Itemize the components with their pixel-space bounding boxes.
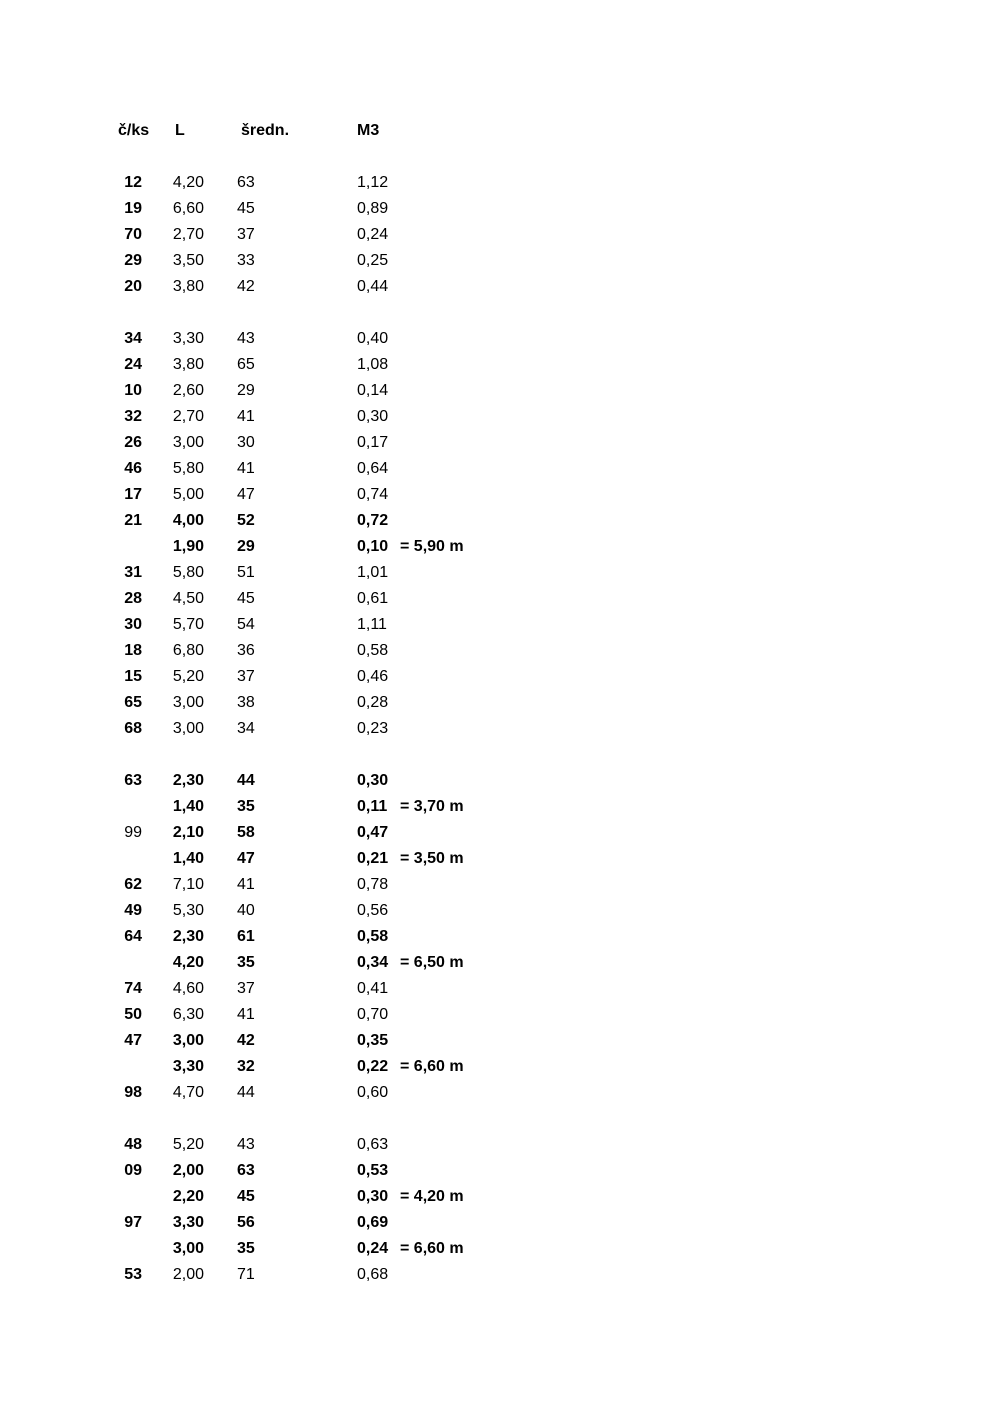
table-row xyxy=(0,690,1000,716)
cell-length: 5,80 xyxy=(172,564,204,581)
cell-length: 2,10 xyxy=(172,824,204,841)
cell-diameter: 51 xyxy=(237,564,255,581)
cell-length: 7,10 xyxy=(172,876,204,893)
cell-volume: 0,24 xyxy=(357,1240,389,1257)
cell-length: 3,30 xyxy=(172,1214,204,1231)
cell-volume: 0,63 xyxy=(357,1136,389,1153)
cell-ks: 15 xyxy=(124,668,142,685)
table-row xyxy=(0,482,1000,508)
cell-ks: 19 xyxy=(124,200,142,217)
table-header xyxy=(0,118,1000,144)
cell-note: = 5,90 m xyxy=(400,538,464,555)
table-row xyxy=(0,872,1000,898)
cell-length: 3,00 xyxy=(172,1240,204,1257)
table-row xyxy=(0,508,1000,534)
table-row xyxy=(0,560,1000,586)
cell-volume: 0,74 xyxy=(357,486,389,503)
cell-length: 2,00 xyxy=(172,1162,204,1179)
cell-ks: 18 xyxy=(124,642,142,659)
cell-diameter: 34 xyxy=(237,720,255,737)
cell-ks: 34 xyxy=(124,330,142,347)
table-row xyxy=(0,1080,1000,1106)
cell-volume: 0,44 xyxy=(357,278,389,295)
cell-ks: 26 xyxy=(124,434,142,451)
cell-volume: 0,24 xyxy=(357,226,389,243)
cell-length: 3,50 xyxy=(172,252,204,269)
cell-note: = 6,60 m xyxy=(400,1240,464,1257)
cell-length: 4,20 xyxy=(172,174,204,191)
cell-diameter: 29 xyxy=(237,538,255,555)
cell-volume: 1,08 xyxy=(357,356,389,373)
cell-length: 4,20 xyxy=(172,954,204,971)
cell-ks: 53 xyxy=(124,1266,142,1283)
cell-volume: 0,35 xyxy=(357,1032,389,1049)
cell-length: 2,70 xyxy=(172,226,204,243)
cell-volume: 0,40 xyxy=(357,330,389,347)
cell-volume: 0,11 xyxy=(357,798,388,815)
cell-volume: 1,11 xyxy=(357,616,387,633)
cell-diameter: 45 xyxy=(237,1188,255,1205)
cell-note: = 6,60 m xyxy=(400,1058,464,1075)
cell-volume: 0,58 xyxy=(357,642,389,659)
cell-ks: 17 xyxy=(124,486,142,503)
cell-volume: 0,70 xyxy=(357,1006,389,1023)
cell-length: 3,00 xyxy=(172,434,204,451)
cell-diameter: 41 xyxy=(237,1006,255,1023)
cell-length: 3,00 xyxy=(172,720,204,737)
cell-diameter: 47 xyxy=(237,486,255,503)
cell-length: 5,70 xyxy=(172,616,204,633)
table-row xyxy=(0,1262,1000,1288)
header-ks: č/ks xyxy=(118,122,150,139)
cell-ks: 74 xyxy=(124,980,142,997)
cell-diameter: 71 xyxy=(237,1266,255,1283)
cell-ks: 31 xyxy=(124,564,142,581)
cell-ks: 99 xyxy=(124,824,142,841)
cell-length: 1,40 xyxy=(172,850,204,867)
cell-length: 3,30 xyxy=(172,330,204,347)
cell-length: 2,60 xyxy=(172,382,204,399)
cell-ks: 48 xyxy=(124,1136,142,1153)
cell-ks: 63 xyxy=(124,772,142,789)
cell-ks: 12 xyxy=(124,174,142,191)
table-row xyxy=(0,378,1000,404)
cell-volume: 0,64 xyxy=(357,460,389,477)
table-row xyxy=(0,1054,1000,1080)
table-row xyxy=(0,768,1000,794)
cell-note: = 6,50 m xyxy=(400,954,464,971)
cell-ks: 47 xyxy=(124,1032,142,1049)
cell-diameter: 37 xyxy=(237,980,255,997)
cell-volume: 0,58 xyxy=(357,928,389,945)
cell-volume: 0,53 xyxy=(357,1162,389,1179)
cell-diameter: 54 xyxy=(237,616,255,633)
cell-diameter: 35 xyxy=(237,798,255,815)
table-row xyxy=(0,924,1000,950)
cell-diameter: 43 xyxy=(237,1136,255,1153)
cell-volume: 1,01 xyxy=(357,564,389,581)
cell-note: = 3,50 m xyxy=(400,850,464,867)
cell-length: 2,20 xyxy=(172,1188,204,1205)
cell-volume: 0,23 xyxy=(357,720,389,737)
cell-ks: 24 xyxy=(124,356,142,373)
cell-diameter: 33 xyxy=(237,252,255,269)
cell-length: 3,30 xyxy=(172,1058,204,1075)
table-row xyxy=(0,1002,1000,1028)
cell-volume: 0,17 xyxy=(357,434,389,451)
table-row xyxy=(0,950,1000,976)
cell-length: 3,00 xyxy=(172,1032,204,1049)
cell-diameter: 32 xyxy=(237,1058,255,1075)
cell-length: 2,00 xyxy=(172,1266,204,1283)
cell-length: 4,50 xyxy=(172,590,204,607)
cell-diameter: 63 xyxy=(237,174,255,191)
table-row xyxy=(0,404,1000,430)
cell-length: 3,00 xyxy=(172,694,204,711)
cell-diameter: 58 xyxy=(237,824,255,841)
cell-length: 3,80 xyxy=(172,356,204,373)
cell-volume: 0,61 xyxy=(357,590,389,607)
cell-ks: 10 xyxy=(124,382,142,399)
table-body xyxy=(0,170,1000,1288)
cell-diameter: 41 xyxy=(237,460,255,477)
cell-length: 5,80 xyxy=(172,460,204,477)
table-row xyxy=(0,716,1000,742)
cell-diameter: 37 xyxy=(237,226,255,243)
cell-diameter: 35 xyxy=(237,1240,255,1257)
table-row xyxy=(0,1210,1000,1236)
table-row xyxy=(0,274,1000,300)
header-sredn: šredn. xyxy=(241,122,290,139)
cell-ks: 64 xyxy=(124,928,142,945)
cell-volume: 0,14 xyxy=(357,382,389,399)
cell-volume: 0,89 xyxy=(357,200,389,217)
cell-volume: 0,34 xyxy=(357,954,389,971)
cell-volume: 0,30 xyxy=(357,408,389,425)
cell-ks: 28 xyxy=(124,590,142,607)
cell-diameter: 56 xyxy=(237,1214,255,1231)
cell-volume: 0,60 xyxy=(357,1084,389,1101)
cell-diameter: 37 xyxy=(237,668,255,685)
cell-diameter: 65 xyxy=(237,356,255,373)
cell-volume: 0,78 xyxy=(357,876,389,893)
cell-diameter: 45 xyxy=(237,200,255,217)
table-row xyxy=(0,1132,1000,1158)
cell-diameter: 38 xyxy=(237,694,255,711)
table-row xyxy=(0,612,1000,638)
cell-volume: 0,30 xyxy=(357,772,389,789)
cell-ks: 50 xyxy=(124,1006,142,1023)
table-row xyxy=(0,976,1000,1002)
table-row xyxy=(0,248,1000,274)
cell-volume: 0,22 xyxy=(357,1058,389,1075)
cell-volume: 0,41 xyxy=(357,980,389,997)
cell-diameter: 36 xyxy=(237,642,255,659)
table-row xyxy=(0,664,1000,690)
table-row xyxy=(0,586,1000,612)
cell-ks: 46 xyxy=(124,460,142,477)
cell-ks: 21 xyxy=(124,512,142,529)
cell-length: 5,20 xyxy=(172,1136,204,1153)
cell-diameter: 35 xyxy=(237,954,255,971)
cell-volume: 0,72 xyxy=(357,512,389,529)
cell-diameter: 43 xyxy=(237,330,255,347)
cell-length: 5,20 xyxy=(172,668,204,685)
cell-volume: 0,30 xyxy=(357,1188,389,1205)
cell-ks: 29 xyxy=(124,252,142,269)
cell-volume: 0,47 xyxy=(357,824,389,841)
cell-length: 2,30 xyxy=(172,928,204,945)
cell-diameter: 45 xyxy=(237,590,255,607)
table-row xyxy=(0,430,1000,456)
cell-ks: 65 xyxy=(124,694,142,711)
cell-volume: 0,21 xyxy=(357,850,389,867)
cell-diameter: 52 xyxy=(237,512,255,529)
table-row xyxy=(0,794,1000,820)
table-row xyxy=(0,1236,1000,1262)
table-row xyxy=(0,846,1000,872)
cell-ks: 68 xyxy=(124,720,142,737)
cell-ks: 62 xyxy=(124,876,142,893)
table-row xyxy=(0,1158,1000,1184)
row-gap xyxy=(0,300,1000,326)
cell-diameter: 40 xyxy=(237,902,255,919)
cell-ks: 98 xyxy=(124,1084,142,1101)
cell-note: = 4,20 m xyxy=(400,1188,464,1205)
table-row xyxy=(0,456,1000,482)
cell-volume: 1,12 xyxy=(357,174,389,191)
header-l: L xyxy=(175,122,185,139)
cell-diameter: 29 xyxy=(237,382,255,399)
cell-diameter: 44 xyxy=(237,1084,255,1101)
cell-length: 6,80 xyxy=(172,642,204,659)
table-row xyxy=(0,1184,1000,1210)
table-row xyxy=(0,898,1000,924)
table-row xyxy=(0,326,1000,352)
cell-length: 5,00 xyxy=(172,486,204,503)
cell-volume: 0,69 xyxy=(357,1214,389,1231)
row-gap xyxy=(0,1106,1000,1132)
cell-ks: 70 xyxy=(124,226,142,243)
table-row xyxy=(0,170,1000,196)
cell-diameter: 41 xyxy=(237,876,255,893)
cell-length: 4,60 xyxy=(172,980,204,997)
table-row xyxy=(0,820,1000,846)
cell-volume: 0,25 xyxy=(357,252,389,269)
table-row xyxy=(0,196,1000,222)
table-row xyxy=(0,222,1000,248)
cell-length: 4,70 xyxy=(172,1084,204,1101)
cell-length: 2,30 xyxy=(172,772,204,789)
cell-length: 1,90 xyxy=(172,538,204,555)
cell-ks: 30 xyxy=(124,616,142,633)
cell-length: 6,30 xyxy=(172,1006,204,1023)
table-row xyxy=(0,1028,1000,1054)
cell-diameter: 41 xyxy=(237,408,255,425)
cell-length: 6,60 xyxy=(172,200,204,217)
cell-volume: 0,10 xyxy=(357,538,389,555)
cell-ks: 97 xyxy=(124,1214,142,1231)
cell-length: 4,00 xyxy=(172,512,204,529)
table-row xyxy=(0,534,1000,560)
cell-diameter: 42 xyxy=(237,1032,255,1049)
cell-ks: 09 xyxy=(124,1162,142,1179)
cell-volume: 0,46 xyxy=(357,668,389,685)
table-row xyxy=(0,352,1000,378)
cell-volume: 0,56 xyxy=(357,902,389,919)
cell-length: 3,80 xyxy=(172,278,204,295)
row-gap xyxy=(0,742,1000,768)
cell-diameter: 44 xyxy=(237,772,255,789)
cell-diameter: 61 xyxy=(237,928,255,945)
table-row xyxy=(0,638,1000,664)
cell-ks: 32 xyxy=(124,408,142,425)
cell-length: 5,30 xyxy=(172,902,204,919)
cell-diameter: 42 xyxy=(237,278,255,295)
cell-diameter: 30 xyxy=(237,434,255,451)
cell-diameter: 63 xyxy=(237,1162,255,1179)
cell-volume: 0,68 xyxy=(357,1266,389,1283)
cell-diameter: 47 xyxy=(237,850,255,867)
cell-note: = 3,70 m xyxy=(400,798,464,815)
cell-length: 2,70 xyxy=(172,408,204,425)
cell-ks: 49 xyxy=(124,902,142,919)
cell-length: 1,40 xyxy=(172,798,204,815)
cell-ks: 20 xyxy=(124,278,142,295)
header-m3: M3 xyxy=(357,122,380,139)
cell-volume: 0,28 xyxy=(357,694,389,711)
